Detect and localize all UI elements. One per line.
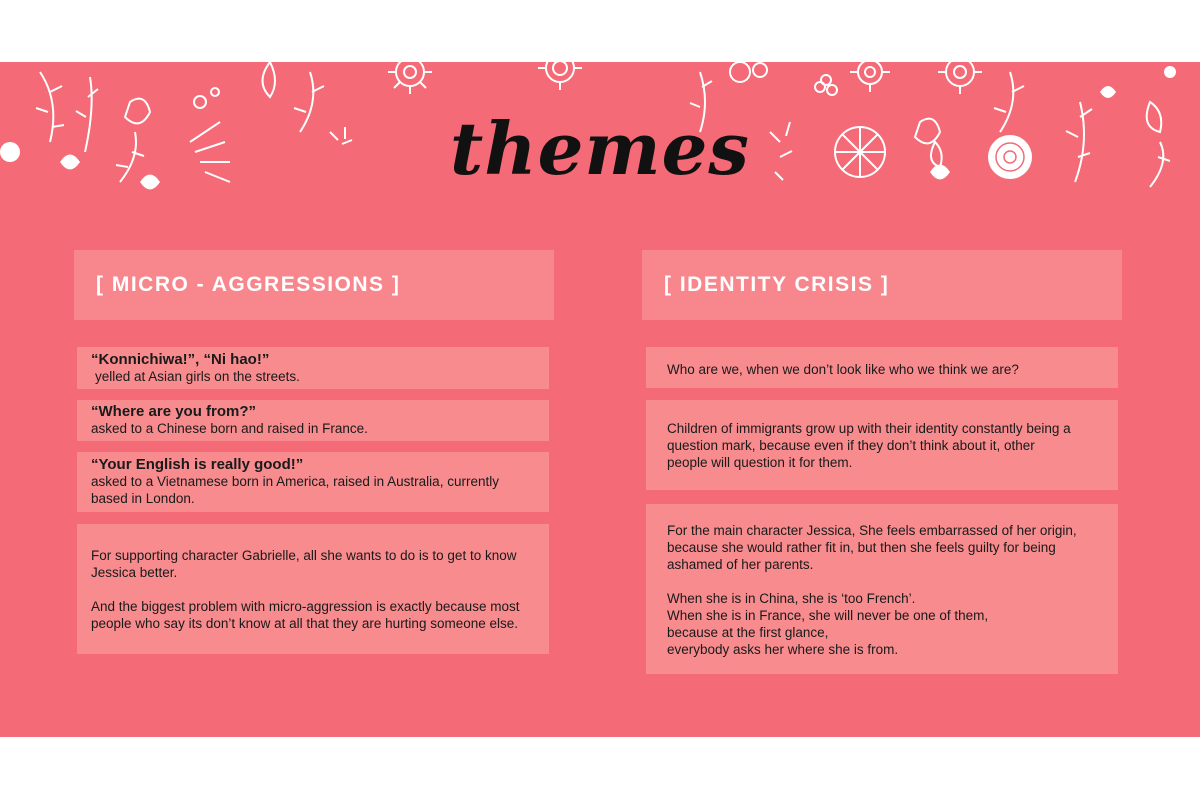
jessica-paragraph-card: [646, 504, 1118, 674]
quote-card-english: [77, 452, 549, 512]
identity-question-card: [646, 347, 1118, 388]
gabrielle-paragraph-card: [77, 524, 549, 654]
quote-text: “Konnichiwa!”, “Ni hao!”: [91, 351, 270, 368]
quote-text: “Your English is really good!”: [91, 456, 304, 473]
quote-card-where-from: [77, 400, 549, 441]
gabrielle-paragraph: For supporting character Gabrielle, all she wants to do is to get to know Jessica better.: [91, 548, 517, 580]
identity-question: Who are we, when we don’t look like who we think we are?: [667, 362, 1019, 377]
quote-card-konnichiwa: [77, 347, 549, 389]
micro-aggression-paragraph: And the biggest problem with micro-aggression is exactly because most people who say its don’t know at all that they are hurting someone else.: [91, 599, 520, 631]
floral-decoration-center: [370, 62, 600, 112]
immigrants-paragraph-card: [646, 400, 1118, 490]
identity-crisis-header-label: [ IDENTITY CRISIS ]: [664, 273, 890, 296]
line: everybody asks her where she is from.: [667, 642, 899, 657]
slide-title: themes: [450, 106, 750, 191]
quote-context: asked to a Chinese born and raised in France.: [91, 421, 368, 436]
immigrants-paragraph: Children of immigrants grow up with their identity constantly being a question mark, because even if they don’t think about it, other people will question it for them.: [667, 421, 1071, 470]
slide: [0, 62, 1200, 737]
line: because at the first glance,: [667, 625, 829, 640]
china-france-lines: [667, 590, 1078, 658]
line: When she is in China, she is ‘too French’.: [667, 591, 916, 606]
quote-context: yelled at Asian girls on the streets.: [95, 369, 300, 384]
micro-aggressions-header-label: [ MICRO - AGGRESSIONS ]: [96, 273, 401, 296]
line: When she is in France, she will never be one of them,: [667, 608, 989, 623]
identity-crisis-header: [642, 250, 1122, 320]
quote-context: asked to a Vietnamese born in America, raised in Australia, currently based in London.: [91, 474, 499, 506]
micro-aggressions-header: [74, 250, 554, 320]
quote-text: “Where are you from?”: [91, 403, 257, 420]
jessica-paragraph: For the main character Jessica, She feels embarrassed of her origin, because she would rather fit in, but then she feels guilty for being ashamed of her parents.: [667, 523, 1077, 572]
